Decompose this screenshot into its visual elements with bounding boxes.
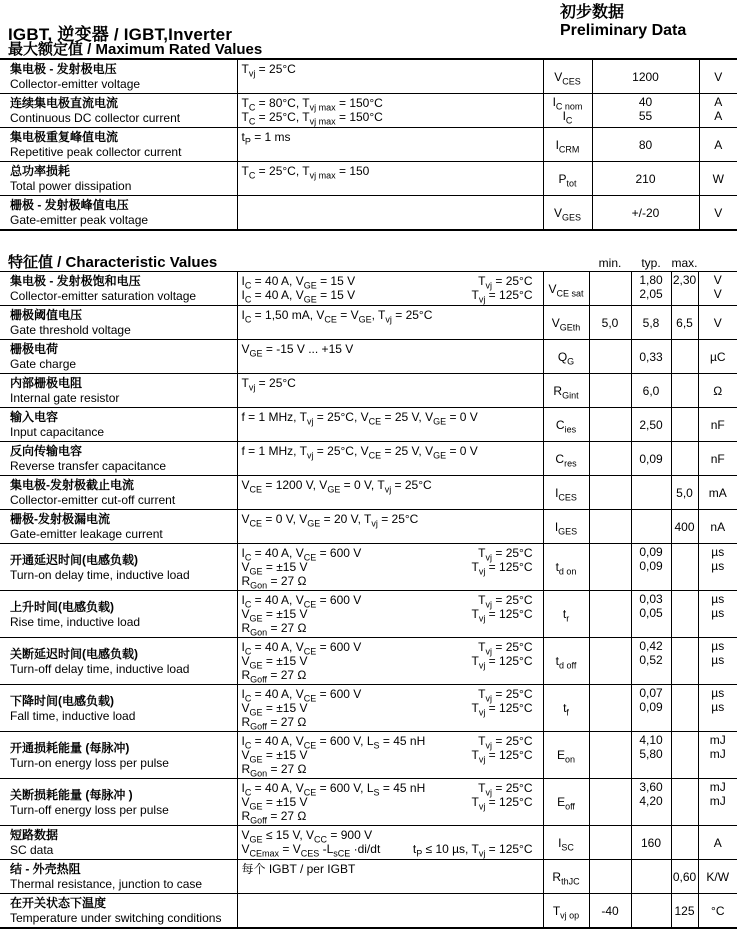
value-cell: 40 55 (592, 94, 699, 128)
max-cell (671, 685, 698, 732)
conditions-cell: $T_{vj} = 25^\circ C$ (237, 59, 543, 94)
typ-cell: 2,50 (631, 408, 671, 442)
table-row (0, 544, 737, 591)
min-cell (589, 591, 631, 638)
unit-cell: µs µs (698, 685, 737, 732)
unit-cell: µs µs (698, 544, 737, 591)
max-cell (671, 374, 698, 408)
max-cell (671, 826, 698, 860)
conditions-cell: 每个 IGBT / per IGBT (237, 860, 543, 894)
unit-cell: V (698, 306, 737, 340)
max-cell (671, 779, 698, 826)
parameter-name-cell: 开通延迟时间(电感负载) Turn-on delay time, inductive load (0, 544, 237, 591)
table-row (0, 894, 737, 929)
unit-cell: mA (698, 476, 737, 510)
min-cell (589, 510, 631, 544)
parameter-name-cell: 开通损耗能量 (每脉冲) Turn-on energy loss per pulse (0, 732, 237, 779)
symbol-cell: $R_{thJC}$ (543, 860, 589, 894)
min-cell (589, 442, 631, 476)
typ-cell: 0,09 0,09 (631, 544, 671, 591)
typ-cell: 0,09 (631, 442, 671, 476)
conditions-cell: $I_C = 40$ A, $V_{GE} = 15$ V $I_C = 40$ A, $V_{GE} = 15$ V $T_{vj} = 25^\circ C$ $T_{vj} = 125^\circ C$ (237, 272, 543, 306)
typ-cell: 0,07 0,09 (631, 685, 671, 732)
symbol-cell: $I_{CRM}$ (543, 128, 592, 162)
conditions-cell: $T_C = 25^\circ C$, $T_{vj max} = 150$ (237, 162, 543, 196)
typ-cell: 1,80 2,05 (631, 272, 671, 306)
symbol-cell: $V_{GEth}$ (543, 306, 589, 340)
table-row (0, 779, 737, 826)
parameter-name-cell: 关断延迟时间(电感负载) Turn-off delay time, inductive load (0, 638, 237, 685)
parameter-name-cell: 在开关状态下温度 Temperature under switching conditions (0, 894, 237, 929)
max-cell (671, 442, 698, 476)
min-cell (589, 732, 631, 779)
value-cell: 210 (592, 162, 699, 196)
typ-cell (631, 894, 671, 929)
table-row (0, 340, 737, 374)
unit-cell: °C (698, 894, 737, 929)
symbol-cell: $C_{res}$ (543, 442, 589, 476)
parameter-name-cell: 栅极 - 发射极峰值电压 Gate-emitter peak voltage (0, 196, 237, 231)
table-row (0, 196, 737, 231)
parameter-name-cell: 下降时间(电感负载) Fall time, inductive load (0, 685, 237, 732)
max-cell: 6,5 (671, 306, 698, 340)
conditions-cell: $T_C = 80^\circ C$, $T_{vj max} = 150^\circ C$ $T_C = 25^\circ C$, $T_{vj max} = 150^\circ C$ (237, 94, 543, 128)
parameter-name-cell: 关断损耗能量 (每脉冲 ) Turn-off energy loss per pulse (0, 779, 237, 826)
symbol-cell: $I_{GES}$ (543, 510, 589, 544)
page-header (0, 0, 740, 44)
symbol-cell: $I_{CES}$ (543, 476, 589, 510)
max-cell (671, 340, 698, 374)
preliminary-data-cn: 初步数据 (560, 4, 625, 21)
value-cell: +/-20 (592, 196, 699, 231)
typ-cell (631, 510, 671, 544)
parameter-name-cell: 集电极重复峰值电流 Repetitive peak collector current (0, 128, 237, 162)
conditions-cell: f = 1 MHz, $T_{vj} = 25^\circ C$, $V_{CE} = 25$ V, $V_{GE} = 0$ V (237, 408, 543, 442)
symbol-cell: $V_{CES}$ (543, 59, 592, 94)
max-cell (671, 544, 698, 591)
parameter-name-cell: 上升时间(电感负载) Rise time, inductive load (0, 591, 237, 638)
min-cell (589, 544, 631, 591)
typ-cell (631, 476, 671, 510)
max-cell: 5,0 (671, 476, 698, 510)
min-cell (589, 476, 631, 510)
symbol-header-spacer (543, 245, 589, 272)
min-cell (589, 779, 631, 826)
unit-cell: A (699, 128, 737, 162)
conditions-cell: f = 1 MHz, $T_{vj} = 25^\circ C$, $V_{CE} = 25$ V, $V_{GE} = 0$ V (237, 442, 543, 476)
min-cell (589, 374, 631, 408)
table-row (0, 732, 737, 779)
max-cell (671, 732, 698, 779)
unit-cell: A A (699, 94, 737, 128)
unit-cell: nF (698, 408, 737, 442)
parameter-name-cell: 结 - 外壳热阻 Thermal resistance, junction to case (0, 860, 237, 894)
conditions-cell: $I_C = 1,50$ mA, $V_{CE} = V_{GE}$, $T_{vj} = 25^\circ C$ (237, 306, 543, 340)
conditions-cell: $V_{GE} \le 15$ V, $V_{CC} = 900$ V $V_{CEmax} = V_{CES}$ $-L_{sCE} \cdot di/dt$ $t_P \le 10$ µs, $T_{vj} = 125^\circ C$ (237, 826, 543, 860)
parameter-name-cell: 栅极阈值电压 Gate threshold voltage (0, 306, 237, 340)
table-row (0, 685, 737, 732)
parameter-name-cell: 连续集电极直流电流 Continuous DC collector current (0, 94, 237, 128)
table-row (0, 591, 737, 638)
min-cell (589, 685, 631, 732)
unit-cell: nF (698, 442, 737, 476)
typ-cell: 3,60 4,20 (631, 779, 671, 826)
max-cell: 400 (671, 510, 698, 544)
unit-cell: nA (698, 510, 737, 544)
unit-cell: Ω (698, 374, 737, 408)
parameter-name-cell: 总功率损耗 Total power dissipation (0, 162, 237, 196)
max-cell (671, 408, 698, 442)
symbol-cell: $V_{GES}$ (543, 196, 592, 231)
max-cell: 2,30 (671, 272, 698, 306)
section-title-characteristic: 特征值 / Characteristic Values (0, 245, 543, 272)
symbol-cell: $E_{on}$ (543, 732, 589, 779)
symbol-cell: $T_{vj op}$ (543, 894, 589, 929)
typ-cell: 6,0 (631, 374, 671, 408)
typ-cell: 5,8 (631, 306, 671, 340)
min-cell (589, 408, 631, 442)
parameter-name-cell: 集电极-发射极截止电流 Collector-emitter cut-off current (0, 476, 237, 510)
min-cell: 5,0 (589, 306, 631, 340)
col-header-min: min. (589, 245, 631, 272)
min-cell (589, 826, 631, 860)
table-row (0, 510, 737, 544)
parameter-name-cell: 集电极 - 发射极饱和电压 Collector-emitter saturation voltage (0, 272, 237, 306)
conditions-cell (237, 196, 543, 231)
conditions-cell: $I_C = 40$ A, $V_{CE} = 600$ V $V_{GE} = \pm 15$ V $R_{Goff} = 27$ Ω $T_{vj} = 25^\circ C$ $T_{vj} = 125^\circ C$ (237, 638, 543, 685)
col-header-typ: typ. (631, 245, 671, 272)
table-row (0, 408, 737, 442)
parameter-name-cell: 内部栅极电阻 Internal gate resistor (0, 374, 237, 408)
parameter-name-cell: 集电极 - 发射极电压 Collector-emitter voltage (0, 59, 237, 94)
table-row (0, 442, 737, 476)
symbol-cell: $R_{Gint}$ (543, 374, 589, 408)
page-title: IGBT, 逆变器 / IGBT,Inverter (8, 25, 233, 44)
conditions-cell: $I_C = 40$ A, $V_{CE} = 600$ V $V_{GE} = \pm 15$ V $R_{Gon} = 27$ Ω $T_{vj} = 25^\circ C$ $T_{vj} = 125^\circ C$ (237, 544, 543, 591)
unit-cell: µs µs (698, 591, 737, 638)
table-row (0, 94, 737, 128)
max-rated-table (0, 58, 737, 231)
symbol-cell: $t_{d on}$ (543, 544, 589, 591)
max-cell: 0,60 (671, 860, 698, 894)
table-row (0, 272, 737, 306)
conditions-cell: $T_{vj} = 25^\circ C$ (237, 374, 543, 408)
conditions-cell: $I_C = 40$ A, $V_{CE} = 600$ V $V_{GE} = \pm 15$ V $R_{Goff} = 27$ Ω $T_{vj} = 25^\circ C$ $T_{vj} = 125^\circ C$ (237, 685, 543, 732)
unit-header-spacer (698, 245, 737, 272)
parameter-name-cell: 栅极电荷 Gate charge (0, 340, 237, 374)
symbol-cell: $E_{off}$ (543, 779, 589, 826)
value-cell: 80 (592, 128, 699, 162)
table-row (0, 374, 737, 408)
typ-cell (631, 860, 671, 894)
characteristic-table (0, 245, 737, 929)
typ-cell: 160 (631, 826, 671, 860)
typ-cell: 0,03 0,05 (631, 591, 671, 638)
table-row (0, 162, 737, 196)
symbol-cell: $C_{ies}$ (543, 408, 589, 442)
section-title-maximum-rated: 最大额定值 / Maximum Rated Values (8, 41, 263, 58)
table-row (0, 59, 737, 94)
symbol-cell: $I_{SC}$ (543, 826, 589, 860)
conditions-cell (237, 894, 543, 929)
unit-cell: V (699, 196, 737, 231)
min-cell (589, 860, 631, 894)
symbol-cell: $Q_G$ (543, 340, 589, 374)
conditions-cell: $I_C = 40$ A, $V_{CE} = 600$ V, $L_S = 45$ nH $V_{GE} = \pm 15$ V $R_{Gon} = 27$ Ω $T_{vj} = 25^\circ C$ $T_{vj} = 125^\circ C$ (237, 732, 543, 779)
preliminary-data-en: Preliminary Data (560, 22, 687, 39)
unit-cell: K/W (698, 860, 737, 894)
table-row (0, 128, 737, 162)
unit-cell: mJ mJ (698, 779, 737, 826)
parameter-name-cell: 反向传输电容 Reverse transfer capacitance (0, 442, 237, 476)
max-cell: 125 (671, 894, 698, 929)
unit-cell: mJ mJ (698, 732, 737, 779)
symbol-cell: $t_r$ (543, 591, 589, 638)
table-row (0, 476, 737, 510)
symbol-cell: $t_f$ (543, 685, 589, 732)
min-cell (589, 638, 631, 685)
symbol-cell: $t_{d off}$ (543, 638, 589, 685)
parameter-name-cell: 栅极-发射极漏电流 Gate-emitter leakage current (0, 510, 237, 544)
conditions-cell: $V_{CE} = 0$ V, $V_{GE} = 20$ V, $T_{vj} = 25^\circ C$ (237, 510, 543, 544)
preliminary-data-block (560, 4, 686, 40)
typ-cell: 0,42 0,52 (631, 638, 671, 685)
col-header-max: max. (671, 245, 698, 272)
unit-cell: µC (698, 340, 737, 374)
parameter-name-cell: 输入电容 Input capacitance (0, 408, 237, 442)
value-cell: 1200 (592, 59, 699, 94)
symbol-cell: $I_{C nom}$ $I_C$ (543, 94, 592, 128)
conditions-cell: $I_C = 40$ A, $V_{CE} = 600$ V $V_{GE} = \pm 15$ V $R_{Gon} = 27$ Ω $T_{vj} = 25^\circ C$ $T_{vj} = 125^\circ C$ (237, 591, 543, 638)
max-cell (671, 591, 698, 638)
min-cell (589, 272, 631, 306)
min-cell: -40 (589, 894, 631, 929)
conditions-cell: $t_P = 1$ ms (237, 128, 543, 162)
typ-cell: 0,33 (631, 340, 671, 374)
typ-cell: 4,10 5,80 (631, 732, 671, 779)
symbol-cell: $V_{CE sat}$ (543, 272, 589, 306)
characteristic-header-row (0, 245, 737, 272)
table-row (0, 860, 737, 894)
conditions-cell: $I_C = 40$ A, $V_{CE} = 600$ V, $L_S = 45$ nH $V_{GE} = \pm 15$ V $R_{Goff} = 27$ Ω $T_{vj} = 25^\circ C$ $T_{vj} = 125^\circ C$ (237, 779, 543, 826)
conditions-cell: $V_{GE} = -15$ V ... +15 V (237, 340, 543, 374)
unit-cell: W (699, 162, 737, 196)
unit-cell: V V (698, 272, 737, 306)
unit-cell: V (699, 59, 737, 94)
table-row (0, 826, 737, 860)
symbol-cell: $P_{tot}$ (543, 162, 592, 196)
unit-cell: µs µs (698, 638, 737, 685)
unit-cell: A (698, 826, 737, 860)
min-cell (589, 340, 631, 374)
conditions-cell: $V_{CE} = 1200$ V, $V_{GE} = 0$ V, $T_{vj} = 25^\circ C$ (237, 476, 543, 510)
table-row (0, 306, 737, 340)
max-cell (671, 638, 698, 685)
table-row (0, 638, 737, 685)
parameter-name-cell: 短路数据 SC data (0, 826, 237, 860)
